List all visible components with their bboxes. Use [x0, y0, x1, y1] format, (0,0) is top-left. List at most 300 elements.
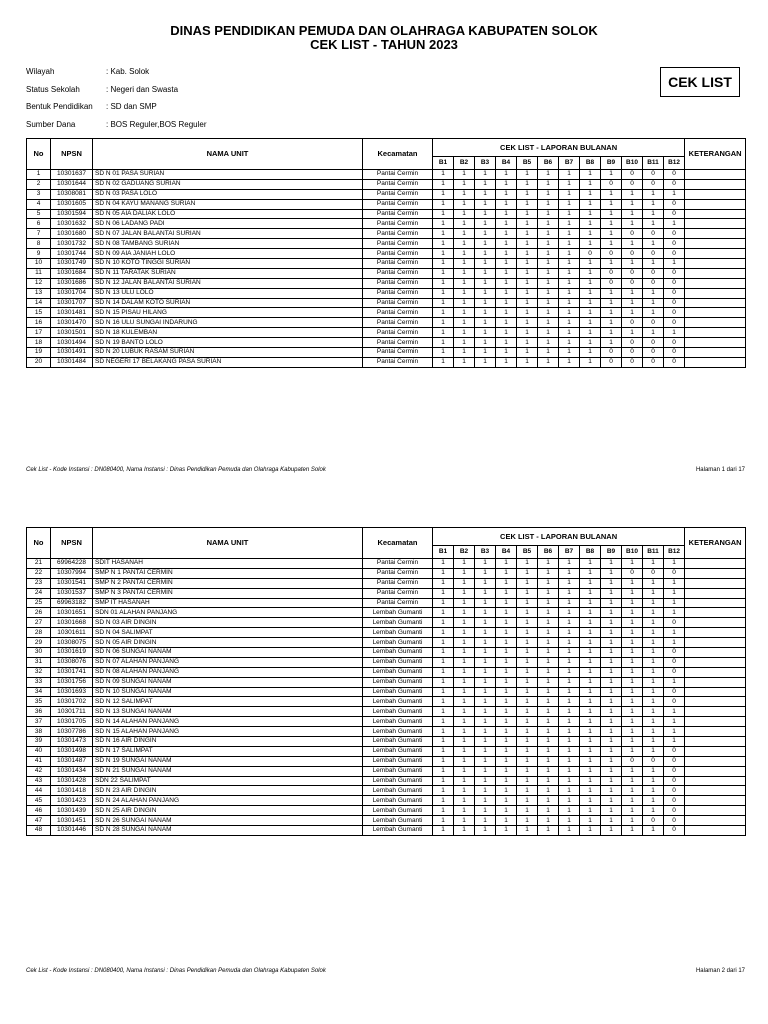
cell-month-status: 1	[454, 667, 475, 677]
cell-no: 39	[27, 737, 51, 747]
cell-npsn: 10301451	[51, 816, 93, 826]
cell-month-status: 1	[454, 328, 475, 338]
cell-month-status: 1	[601, 638, 622, 648]
cell-keterangan	[685, 628, 746, 638]
table-row	[27, 657, 746, 667]
cell-month-status: 1	[580, 766, 601, 776]
cell-month-status: 1	[517, 559, 538, 569]
cell-month-status: 1	[622, 677, 643, 687]
cell-month-status: 1	[454, 677, 475, 687]
info-row-bentuk	[26, 102, 207, 120]
cell-month-status: 1	[454, 717, 475, 727]
cell-nama-unit: SD N 04 SALIMPAT	[93, 628, 363, 638]
cell-month-status: 1	[601, 588, 622, 598]
cell-month-status: 1	[538, 776, 559, 786]
cell-month-status: 1	[601, 298, 622, 308]
cell-month-status: 1	[601, 338, 622, 348]
cell-month-status: 1	[517, 687, 538, 697]
cell-month-status: 1	[643, 657, 664, 667]
cell-keterangan	[685, 268, 746, 278]
cell-month-status: 1	[475, 727, 496, 737]
cell-month-status: 1	[580, 298, 601, 308]
cell-month-status: 1	[580, 806, 601, 816]
cell-month-status: 1	[454, 249, 475, 259]
cell-month-status: 1	[664, 628, 685, 638]
cell-month-status: 1	[475, 318, 496, 328]
cell-month-status: 1	[433, 179, 454, 189]
cell-kecamatan: Lembah Gumanti	[363, 618, 433, 628]
col-npsn-header: NPSN	[51, 139, 93, 170]
cell-no: 33	[27, 677, 51, 687]
cell-month-status: 1	[538, 717, 559, 727]
cell-month-status: 1	[433, 199, 454, 209]
cell-month-status: 1	[454, 687, 475, 697]
cell-npsn: 10301470	[51, 318, 93, 328]
cell-keterangan	[685, 219, 746, 229]
cell-month-status: 1	[622, 707, 643, 717]
cell-month-status: 1	[538, 170, 559, 180]
cell-no: 47	[27, 816, 51, 826]
cell-kecamatan: Lembah Gumanti	[363, 717, 433, 727]
cell-npsn: 10301707	[51, 298, 93, 308]
cell-month-status: 1	[622, 608, 643, 618]
cell-month-status: 1	[475, 239, 496, 249]
cell-month-status: 1	[517, 357, 538, 367]
table-row	[27, 268, 746, 278]
cell-month-status: 1	[454, 806, 475, 816]
cell-kecamatan: Pantai Cermin	[363, 308, 433, 318]
cell-month-status: 1	[538, 249, 559, 259]
cell-keterangan	[685, 298, 746, 308]
cell-npsn: 10301537	[51, 588, 93, 598]
table-row	[27, 766, 746, 776]
cell-month-status: 0	[664, 338, 685, 348]
cell-month-status: 1	[517, 677, 538, 687]
cell-month-status: 0	[664, 657, 685, 667]
cell-month-status: 1	[622, 598, 643, 608]
cell-month-status: 1	[643, 588, 664, 598]
cell-month-status: 1	[559, 648, 580, 658]
cell-month-status: 1	[580, 628, 601, 638]
cell-month-status: 1	[517, 189, 538, 199]
cell-month-status: 1	[433, 268, 454, 278]
col-month-header: B4	[496, 546, 517, 559]
cell-month-status: 1	[454, 648, 475, 658]
cell-nama-unit: SD N 03 AIR DINGIN	[93, 618, 363, 628]
cell-no: 2	[27, 179, 51, 189]
cell-month-status: 1	[622, 578, 643, 588]
cell-month-status: 0	[664, 179, 685, 189]
cell-month-status: 1	[433, 288, 454, 298]
cell-no: 24	[27, 588, 51, 598]
cell-month-status: 1	[601, 259, 622, 269]
cell-month-status: 1	[475, 189, 496, 199]
info-value: : Negeri dan Swasta	[106, 84, 179, 94]
cell-month-status: 1	[643, 697, 664, 707]
cell-month-status: 1	[475, 776, 496, 786]
cell-month-status: 1	[475, 278, 496, 288]
cell-month-status: 1	[580, 328, 601, 338]
cell-npsn: 10301494	[51, 338, 93, 348]
cell-month-status: 0	[622, 568, 643, 578]
cell-month-status: 1	[601, 786, 622, 796]
cell-keterangan	[685, 766, 746, 776]
cell-month-status: 1	[559, 559, 580, 569]
table-row	[27, 816, 746, 826]
cell-month-status: 1	[433, 568, 454, 578]
cell-month-status: 1	[454, 697, 475, 707]
cell-month-status: 1	[433, 278, 454, 288]
cell-no: 23	[27, 578, 51, 588]
cell-no: 30	[27, 648, 51, 658]
cell-month-status: 1	[475, 229, 496, 239]
cell-month-status: 1	[538, 826, 559, 836]
cell-month-status: 1	[622, 816, 643, 826]
cell-month-status: 1	[664, 638, 685, 648]
cell-nama-unit: SD N 12 JALAN BALANTAI SURIAN	[93, 278, 363, 288]
cell-month-status: 1	[580, 816, 601, 826]
cell-month-status: 0	[664, 239, 685, 249]
cell-month-status: 1	[454, 746, 475, 756]
cell-npsn: 10301487	[51, 756, 93, 766]
cell-month-status: 1	[496, 667, 517, 677]
cell-month-status: 1	[601, 756, 622, 766]
cell-month-status: 1	[559, 697, 580, 707]
cell-keterangan	[685, 209, 746, 219]
cell-month-status: 1	[559, 608, 580, 618]
cell-month-status: 0	[664, 229, 685, 239]
cell-month-status: 1	[475, 588, 496, 598]
cell-month-status: 0	[664, 766, 685, 776]
cell-month-status: 0	[664, 667, 685, 677]
cell-nama-unit: SD N 14 DALAM KOTO SURIAN	[93, 298, 363, 308]
col-no-header: No	[27, 139, 51, 170]
cell-month-status: 1	[601, 816, 622, 826]
cell-month-status: 1	[496, 229, 517, 239]
cell-month-status: 1	[643, 618, 664, 628]
cell-kecamatan: Pantai Cermin	[363, 568, 433, 578]
cell-month-status: 1	[475, 697, 496, 707]
cell-month-status: 1	[622, 697, 643, 707]
cell-month-status: 1	[475, 578, 496, 588]
table-row	[27, 568, 746, 578]
col-month-header: B6	[538, 157, 559, 170]
cell-month-status: 1	[559, 746, 580, 756]
cell-month-status: 1	[601, 657, 622, 667]
table-row	[27, 717, 746, 727]
cell-keterangan	[685, 796, 746, 806]
cell-month-status: 0	[622, 357, 643, 367]
cell-kecamatan: Lembah Gumanti	[363, 786, 433, 796]
cell-month-status: 1	[496, 318, 517, 328]
cell-month-status: 1	[454, 170, 475, 180]
cell-month-status: 1	[538, 578, 559, 588]
cell-month-status: 0	[664, 278, 685, 288]
cell-month-status: 1	[580, 559, 601, 569]
cell-month-status: 1	[643, 737, 664, 747]
cell-month-status: 1	[559, 727, 580, 737]
cell-keterangan	[685, 638, 746, 648]
cell-month-status: 1	[475, 598, 496, 608]
cell-month-status: 1	[496, 298, 517, 308]
table-row	[27, 219, 746, 229]
cell-month-status: 1	[580, 697, 601, 707]
cell-kecamatan: Lembah Gumanti	[363, 806, 433, 816]
cell-month-status: 1	[559, 338, 580, 348]
page-footer-2	[26, 968, 745, 974]
cell-month-status: 1	[559, 776, 580, 786]
cell-kecamatan: Pantai Cermin	[363, 348, 433, 358]
cell-month-status: 1	[538, 598, 559, 608]
cell-month-status: 1	[496, 170, 517, 180]
cell-month-status: 1	[496, 638, 517, 648]
cell-month-status: 1	[496, 766, 517, 776]
cell-npsn: 10301756	[51, 677, 93, 687]
cell-month-status: 1	[433, 717, 454, 727]
table-row	[27, 288, 746, 298]
cell-month-status: 0	[664, 288, 685, 298]
col-month-header: B2	[454, 157, 475, 170]
cell-month-status: 1	[517, 219, 538, 229]
col-month-header: B8	[580, 546, 601, 559]
cell-month-status: 1	[517, 816, 538, 826]
cell-nama-unit: SD NEGERI 17 BELAKANG PASA SURIAN	[93, 357, 363, 367]
cell-month-status: 1	[454, 559, 475, 569]
cell-month-status: 0	[664, 209, 685, 219]
cell-month-status: 1	[475, 268, 496, 278]
cell-month-status: 1	[559, 687, 580, 697]
cell-no: 3	[27, 189, 51, 199]
cell-keterangan	[685, 568, 746, 578]
cell-keterangan	[685, 667, 746, 677]
cell-month-status: 1	[433, 598, 454, 608]
cell-month-status: 1	[622, 628, 643, 638]
cell-month-status: 1	[517, 199, 538, 209]
cell-month-status: 1	[433, 338, 454, 348]
cell-keterangan	[685, 756, 746, 766]
cell-month-status: 1	[496, 578, 517, 588]
cell-month-status: 0	[643, 756, 664, 766]
cell-month-status: 1	[559, 737, 580, 747]
cell-month-status: 1	[622, 209, 643, 219]
info-value: : Kab. Solok	[106, 67, 150, 76]
table-row	[27, 598, 746, 608]
cell-month-status: 1	[643, 677, 664, 687]
cell-month-status: 1	[538, 628, 559, 638]
cell-month-status: 1	[643, 308, 664, 318]
cell-month-status: 1	[454, 288, 475, 298]
cell-month-status: 1	[433, 638, 454, 648]
cell-month-status: 0	[664, 687, 685, 697]
cell-month-status: 1	[475, 796, 496, 806]
cell-month-status: 1	[580, 756, 601, 766]
cell-month-status: 1	[496, 707, 517, 717]
cell-month-status: 1	[538, 737, 559, 747]
cell-no: 40	[27, 746, 51, 756]
cell-month-status: 1	[643, 259, 664, 269]
info-label: Sumber Dana	[26, 119, 76, 129]
cell-month-status: 1	[454, 638, 475, 648]
cell-npsn: 10301594	[51, 209, 93, 219]
table-header	[27, 528, 746, 559]
cell-month-status: 1	[622, 239, 643, 249]
cell-month-status: 0	[664, 618, 685, 628]
cell-kecamatan: Pantai Cermin	[363, 179, 433, 189]
cell-month-status: 1	[622, 648, 643, 658]
cell-nama-unit: SD N 01 PASA SURIAN	[93, 170, 363, 180]
cell-month-status: 1	[517, 249, 538, 259]
cell-keterangan	[685, 259, 746, 269]
cell-month-status: 1	[517, 786, 538, 796]
cell-month-status: 1	[496, 357, 517, 367]
cell-keterangan	[685, 826, 746, 836]
cell-month-status: 1	[538, 298, 559, 308]
table-row	[27, 328, 746, 338]
cell-no: 22	[27, 568, 51, 578]
cell-month-status: 1	[517, 170, 538, 180]
cell-npsn: 10301686	[51, 278, 93, 288]
cell-month-status: 1	[517, 338, 538, 348]
cell-month-status: 1	[433, 189, 454, 199]
cell-month-status: 0	[664, 199, 685, 209]
cell-month-status: 1	[601, 328, 622, 338]
cell-month-status: 1	[643, 667, 664, 677]
cell-month-status: 1	[643, 328, 664, 338]
cell-month-status: 1	[559, 786, 580, 796]
cell-month-status: 1	[475, 657, 496, 667]
cell-kecamatan: Pantai Cermin	[363, 199, 433, 209]
cell-month-status: 1	[475, 348, 496, 358]
cell-month-status: 1	[643, 288, 664, 298]
cell-month-status: 1	[643, 578, 664, 588]
cell-no: 14	[27, 298, 51, 308]
cell-month-status: 1	[601, 608, 622, 618]
cell-nama-unit: SMP N 1 PANTAI CERMIN	[93, 568, 363, 578]
footer-institution: Cek List - Kode Instansi : DN080400, Nama Instansi : Dinas Pendidikan Pemuda dan Olahraga Kabupaten Solok	[26, 968, 326, 974]
cell-month-status: 0	[664, 816, 685, 826]
cell-month-status: 1	[643, 786, 664, 796]
cell-kecamatan: Lembah Gumanti	[363, 816, 433, 826]
cell-month-status: 1	[580, 308, 601, 318]
cell-month-status: 1	[601, 189, 622, 199]
cell-kecamatan: Pantai Cermin	[363, 249, 433, 259]
cell-kecamatan: Pantai Cermin	[363, 288, 433, 298]
cell-month-status: 1	[580, 278, 601, 288]
cell-month-status: 1	[559, 170, 580, 180]
cell-month-status: 1	[475, 717, 496, 727]
cell-npsn: 10301668	[51, 618, 93, 628]
cell-month-status: 1	[454, 737, 475, 747]
cell-keterangan	[685, 199, 746, 209]
cell-nama-unit: SD N 05 AIA DALIAK LOLO	[93, 209, 363, 219]
cell-month-status: 1	[454, 628, 475, 638]
cell-month-status: 1	[433, 578, 454, 588]
cell-no: 17	[27, 328, 51, 338]
cell-no: 9	[27, 249, 51, 259]
cell-npsn: 10301498	[51, 746, 93, 756]
cell-month-status: 1	[496, 697, 517, 707]
cell-npsn: 10301637	[51, 170, 93, 180]
cell-kecamatan: Lembah Gumanti	[363, 746, 433, 756]
cell-month-status: 0	[664, 776, 685, 786]
cell-month-status: 1	[475, 179, 496, 189]
cell-month-status: 1	[559, 756, 580, 766]
cell-month-status: 1	[580, 657, 601, 667]
col-month-header: B10	[622, 157, 643, 170]
cell-month-status: 1	[580, 746, 601, 756]
cell-kecamatan: Pantai Cermin	[363, 189, 433, 199]
cell-month-status: 1	[433, 348, 454, 358]
cell-month-status: 1	[580, 737, 601, 747]
cell-month-status: 1	[580, 170, 601, 180]
cell-month-status: 1	[559, 816, 580, 826]
cell-month-status: 1	[454, 618, 475, 628]
col-month-header: B11	[643, 546, 664, 559]
cell-month-status: 1	[664, 189, 685, 199]
cell-npsn: 10301732	[51, 239, 93, 249]
cell-month-status: 1	[622, 288, 643, 298]
cell-month-status: 1	[433, 608, 454, 618]
cell-month-status: 1	[601, 288, 622, 298]
cell-month-status: 1	[538, 796, 559, 806]
table-row	[27, 746, 746, 756]
col-month-header: B11	[643, 157, 664, 170]
cell-month-status: 1	[643, 707, 664, 717]
cell-kecamatan: Lembah Gumanti	[363, 667, 433, 677]
cell-npsn: 10301439	[51, 806, 93, 816]
cell-month-status: 1	[580, 348, 601, 358]
footer-institution: Cek List - Kode Instansi : DN080400, Nama Instansi : Dinas Pendidikan Pemuda dan Olahraga Kabupaten Solok	[26, 467, 326, 473]
cell-month-status: 1	[559, 357, 580, 367]
cell-nama-unit: SD N 04 KAYU MANANG SURIAN	[93, 199, 363, 209]
cell-month-status: 1	[580, 189, 601, 199]
cell-npsn: 10301705	[51, 717, 93, 727]
cell-month-status: 1	[622, 806, 643, 816]
cell-month-status: 1	[601, 737, 622, 747]
cell-month-status: 1	[475, 648, 496, 658]
cell-month-status: 0	[664, 249, 685, 259]
cell-month-status: 0	[643, 357, 664, 367]
col-month-header: B2	[454, 546, 475, 559]
cell-month-status: 1	[475, 170, 496, 180]
cell-month-status: 1	[601, 667, 622, 677]
cell-npsn: 10308081	[51, 189, 93, 199]
col-month-header: B4	[496, 157, 517, 170]
cell-no: 36	[27, 707, 51, 717]
table-body	[27, 170, 746, 368]
cell-npsn: 10301434	[51, 766, 93, 776]
cell-kecamatan: Lembah Gumanti	[363, 628, 433, 638]
cell-no: 46	[27, 806, 51, 816]
cell-month-status: 1	[601, 199, 622, 209]
col-group-header: CEK LIST - LAPORAN BULANAN	[433, 528, 685, 546]
cell-month-status: 1	[643, 796, 664, 806]
cell-month-status: 1	[454, 348, 475, 358]
cell-nama-unit: SD N 15 ALAHAN PANJANG	[93, 727, 363, 737]
cell-month-status: 1	[580, 648, 601, 658]
cell-month-status: 1	[496, 687, 517, 697]
cell-month-status: 1	[538, 179, 559, 189]
cell-no: 8	[27, 239, 51, 249]
cell-month-status: 1	[580, 357, 601, 367]
table-row	[27, 239, 746, 249]
cell-month-status: 1	[496, 189, 517, 199]
cell-month-status: 1	[622, 618, 643, 628]
cell-month-status: 1	[517, 348, 538, 358]
page-footer-1	[26, 467, 745, 473]
cell-month-status: 1	[559, 578, 580, 588]
col-no-header: No	[27, 528, 51, 559]
